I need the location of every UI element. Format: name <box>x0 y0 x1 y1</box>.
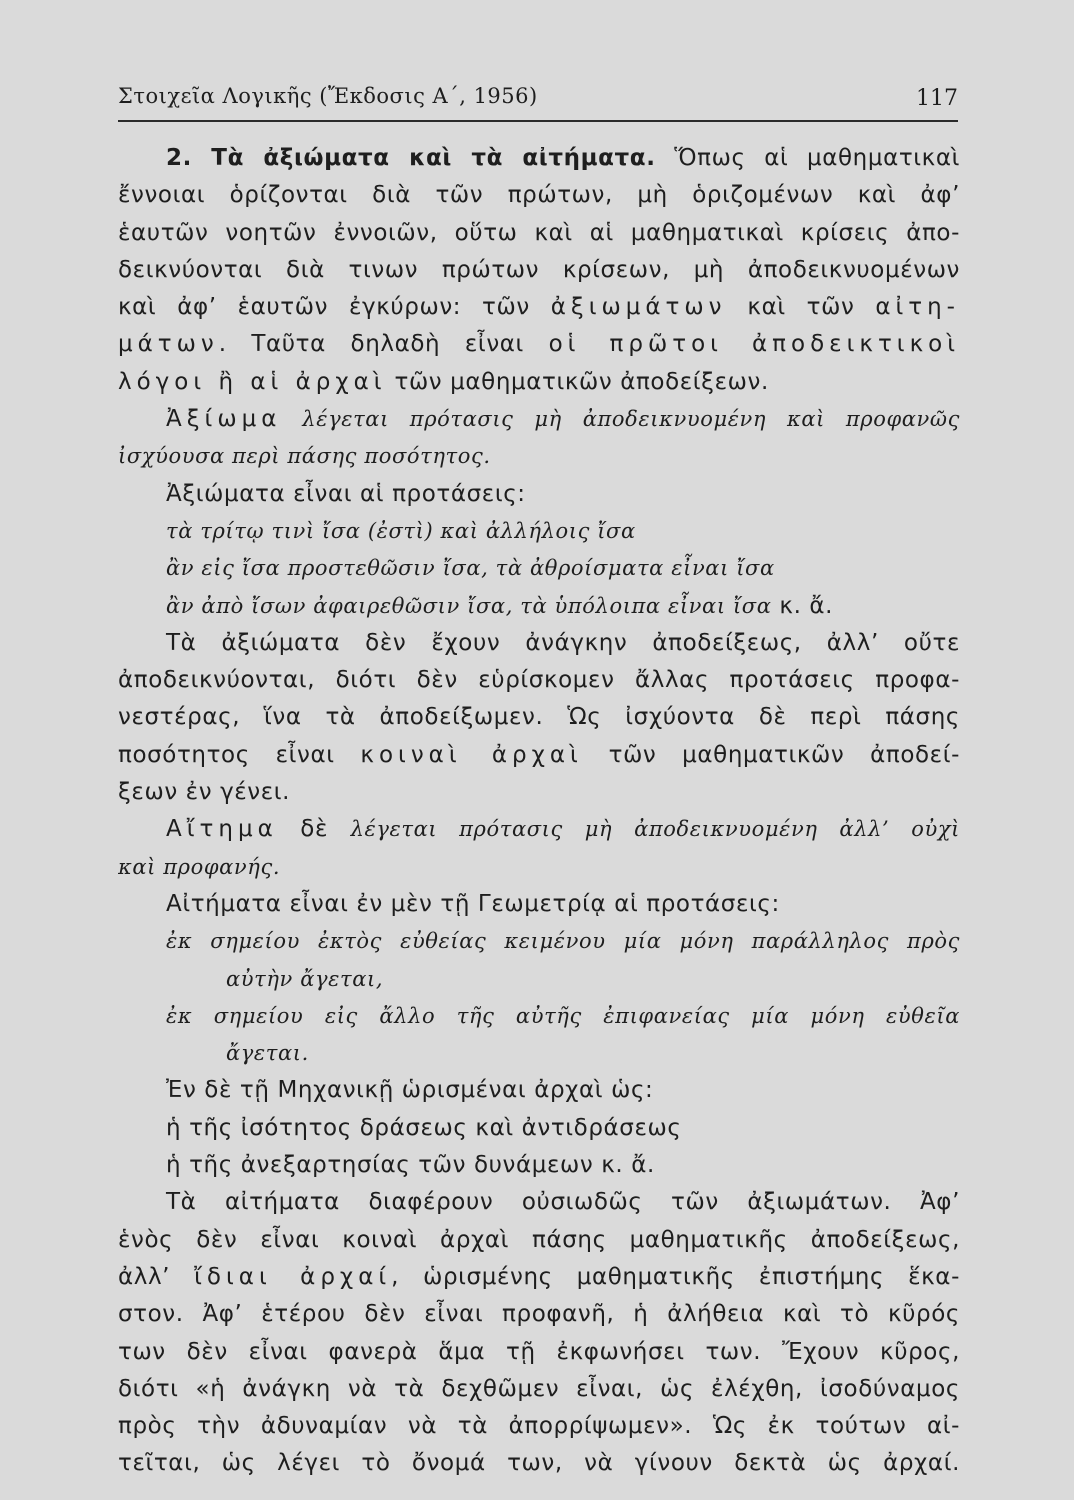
spaced-term: Αἴτημα <box>166 816 278 843</box>
text-line: ξεων ἐν γένει. <box>118 779 291 806</box>
text-line: ἡ τῆς ἰσότητος δράσεως καὶ ἀντιδράσεως <box>166 1114 682 1141</box>
text-segment: Ὅπως αἱ μαθηματικαὶ <box>655 145 960 171</box>
text-line: ἑαυτῶν νοητῶν ἐννοιῶν, οὕτω καὶ αἱ μαθηματικαὶ κρίσεις ἀπο- <box>118 219 960 246</box>
italic-line: καὶ προφανής. <box>118 854 281 879</box>
text-line: ἑνὸς δὲν εἶναι κοιναὶ ἀρχαὶ πάσης μαθηματικῆς ἀποδείξεως, <box>118 1226 960 1253</box>
text-line: ἔννοιαι ὁρίζονται διὰ τῶν πρώτων, μὴ ὁριζομένων καὶ ἀφ’ <box>118 182 960 209</box>
page-number: 117 <box>916 86 958 111</box>
spaced-term: κοιναὶ ἀρχαὶ <box>360 741 583 768</box>
italic-definition: λέγεται πρότασις μὴ ἀποδεικνυομένη ἀλλ’ οὐχὶ <box>350 817 960 842</box>
text-segment: . Ταῦτα δηλαδὴ εἶναι <box>218 331 549 358</box>
text-segment: κ. ἄ. <box>771 592 834 619</box>
text-segment: καὶ τῶν <box>726 294 876 321</box>
text-line: Τὰ ἀξιώματα δὲν ἔχουν ἀνάγκην ἀποδείξεως, ἀλλ’ οὔτε <box>166 629 960 656</box>
text-segment: τῶν μαθηματικῶν ἀποδείξεων. <box>386 368 769 395</box>
spaced-term: ἀξιωμάτων <box>550 294 727 321</box>
spaced-term: Ἀξίωμα <box>166 406 282 433</box>
spaced-term: μάτων <box>118 331 219 358</box>
page-header <box>118 84 958 122</box>
text-segment: ποσότητος εἶναι <box>118 741 361 768</box>
italic-line: ἰσχύουσα περὶ πάσης ποσότητος. <box>118 444 491 469</box>
text-segment: , ὡρισμένης μαθηματικῆς ἐπιστήμης ἕκα- <box>391 1263 960 1290</box>
text-segment: καὶ ἀφ’ ἑαυτῶν ἐγκύρων: τῶν <box>118 294 551 321</box>
text-line: τεῖται, ὡς λέγει τὸ ὄνομά των, νὰ γίνουν δεκτὰ ὡς ἀρχαί. <box>118 1450 960 1477</box>
text-line: ἀποδεικνύονται, διότι δὲν εὑρίσκομεν ἄλλας προτάσεις προφα- <box>118 667 960 694</box>
italic-definition: λέγεται πρότασις μὴ ἀποδεικνυομένη καὶ προφανῶς <box>281 407 960 432</box>
running-title: Στοιχεῖα Λογικῆς (Ἔκδοσις Α΄, 1956) <box>118 84 538 108</box>
postulate-line: αὐτὴν ἄγεται, <box>226 966 384 991</box>
spaced-term: αἰτη- <box>875 294 960 321</box>
italic-text: ἂν ἀπὸ ἴσων ἀφαιρεθῶσιν ἴσα, τὰ ὑπόλοιπα εἶναι ἴσα <box>166 593 772 618</box>
text-line: στον. Ἀφ’ ἑτέρου δὲν εἶναι προφανῆ, ἡ ἀλήθεια καὶ τὸ κῦρός <box>118 1301 960 1328</box>
postulate-line: ἐκ σημείου εἰς ἄλλο τῆς αὐτῆς ἐπιφανείας μία μόνη εὐθεῖα <box>166 1003 960 1028</box>
spaced-term: ἴδιαι ἀρχαί <box>194 1263 392 1290</box>
section-heading-line <box>118 140 960 177</box>
text-line: Ἀξιώματα εἶναι αἱ προτάσεις: <box>166 480 526 507</box>
text-line: δεικνύονται διὰ τινων πρώτων κρίσεων, μὴ ἀποδεικνυομένων <box>118 256 960 283</box>
text-line: Τὰ αἰτήματα διαφέρουν οὐσιωδῶς τῶν ἀξιωμάτων. Ἀφ’ <box>166 1189 960 1216</box>
axiom-line: ἂν εἰς ἴσα προστεθῶσιν ἴσα, τὰ ἀθροίσματα εἶναι ἴσα <box>166 556 775 581</box>
text-line <box>118 1259 960 1296</box>
text-line: Αἰτήματα εἶναι ἐν μὲν τῇ Γεωμετρίᾳ αἱ προτάσεις: <box>166 890 780 917</box>
spaced-term: λόγοι ἢ αἱ ἀρχαὶ <box>118 368 387 395</box>
text-line: πρὸς τὴν ἀδυναμίαν νὰ τὰ ἀπορρίψωμεν». Ὡς ἐκ τούτων αἰ- <box>118 1413 960 1440</box>
section-heading: 2. Τὰ ἀξιώματα καὶ τὰ αἰτήματα. <box>166 145 656 171</box>
text-line: νεστέρας, ἵνα τὰ ἀποδείξωμεν. Ὡς ἰσχύοντα δὲ περὶ πάσης <box>118 704 960 731</box>
text-segment: δὲ <box>277 816 351 843</box>
page-body <box>118 140 960 1483</box>
definition-line <box>118 811 960 848</box>
axiom-line: τὰ τρίτῳ τινὶ ἴσα (ἐστὶ) καὶ ἀλλήλοις ἴσα <box>166 518 636 543</box>
text-line: Ἐν δὲ τῇ Μηχανικῇ ὡρισμέναι ἀρχαὶ ὡς: <box>166 1077 654 1104</box>
definition-line <box>118 401 960 438</box>
text-line: των δὲν εἶναι φανερὰ ἅμα τῇ ἐκφωνήσει των. Ἔχουν κῦρος, <box>118 1338 960 1365</box>
text-line <box>118 364 960 401</box>
text-line <box>118 289 960 326</box>
spaced-term: οἱ πρῶτοι ἀποδεικτικοὶ <box>548 331 960 358</box>
text-line <box>118 326 960 363</box>
text-segment: ἀλλ’ <box>118 1263 195 1290</box>
text-line: ἡ τῆς ἀνεξαρτησίας τῶν δυνάμεων κ. ἄ. <box>166 1152 655 1179</box>
text-line: διότι «ἡ ἀνάγκη νὰ τὰ δεχθῶμεν εἶναι, ὡς ἐλέχθη, ἰσοδύναμος <box>118 1375 960 1402</box>
postulate-line: ἐκ σημείου ἐκτὸς εὐθείας κειμένου μία μόνη παράλληλος πρὸς <box>166 929 960 954</box>
text-line <box>118 737 960 774</box>
axiom-line <box>118 588 960 625</box>
postulate-line: ἄγεται. <box>226 1041 309 1066</box>
text-segment: τῶν μαθηματικῶν ἀποδεί- <box>582 741 960 768</box>
